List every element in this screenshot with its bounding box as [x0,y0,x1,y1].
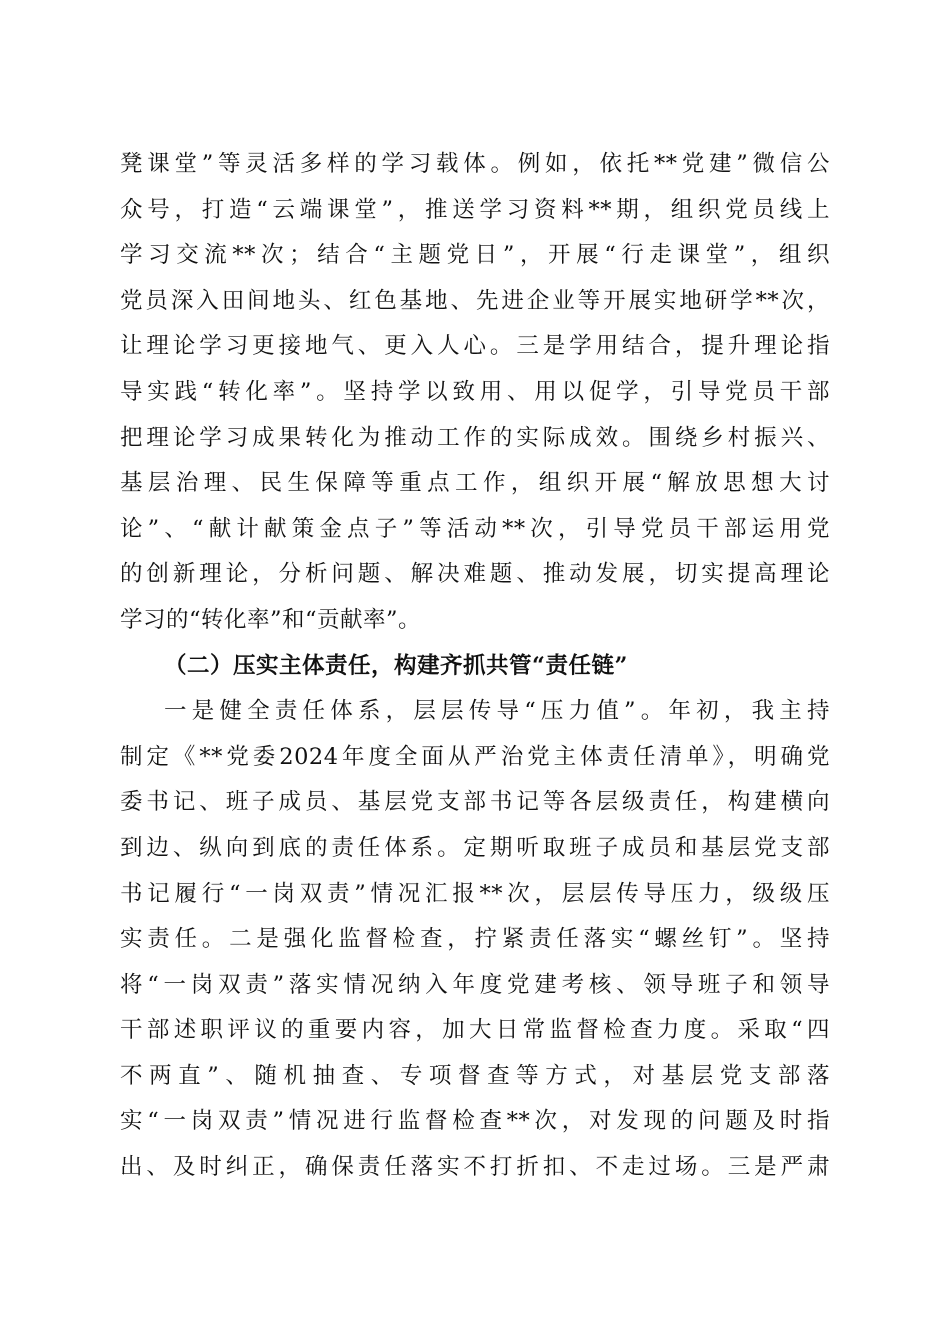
text-line: 把理论学习成果转化为推动工作的实际成效。围绕乡村振兴、 [120,424,830,451]
text-line: 的创新理论，分析问题、解决难题、推动发展，切实提高理论 [120,561,830,588]
text-line: 众号，打造“云端课堂”，推送学习资料**期，组织党员线上 [120,196,830,223]
text-line: 将“一岗双责”落实情况纳入年度党建考核、领导班子和领导 [120,971,830,998]
text-line: 导实践“转化率”。坚持学以致用、用以促学，引导党员干部 [120,378,830,405]
text-line: 凳课堂”等灵活多样的学习载体。例如，依托**党建”微信公 [120,151,830,177]
text-line: 基层治理、民生保障等重点工作，组织开展“解放思想大讨 [120,470,830,497]
text-line: 制定《**党委2024年度全面从严治党主体责任清单》，明确党 [120,743,830,770]
text-line: 实“一岗双责”情况进行监督检查**次，对发现的问题及时指 [120,1108,830,1135]
text-line: 委书记、班子成员、基层党支部书记等各层级责任，构建横向 [120,789,830,816]
text-line: 出、及时纠正，确保责任落实不打折扣、不走过场。三是严肃 [120,1154,830,1181]
text-line: 干部述职评议的重要内容，加大日常监督检查力度。采取“四 [120,1017,830,1044]
text-line: 党员深入田间地头、红色基地、先进企业等开展实地研学**次， [120,287,830,314]
text-line: 一是健全责任体系，层层传导“压力值”。年初，我主持 [164,698,830,725]
text-line: 不两直”、随机抽查、专项督查等方式，对基层党支部落 [120,1062,830,1089]
text-line: 学习的“转化率”和“贡献率”。 [120,606,422,633]
text-line: 书记履行“一岗双责”情况汇报**次，层层传导压力，级级压 [120,880,830,907]
text-line: 学习交流**次；结合“主题党日”，开展“行走课堂”，组织 [120,242,830,269]
body-text [120,142,830,1191]
text-line: 让理论学习更接地气、更入人心。三是学用结合，提升理论指 [120,333,830,360]
text-line: 实责任。二是强化监督检查，拧紧责任落实“螺丝钉”。坚持 [120,926,830,953]
text-line: 论”、“献计献策金点子”等活动**次，引导党员干部运用党 [120,515,830,542]
section-heading: （二）压实主体责任，构建齐抓共管“责任链” [164,652,628,679]
text-line: 到边、纵向到底的责任体系。定期听取班子成员和基层党支部 [120,834,830,861]
